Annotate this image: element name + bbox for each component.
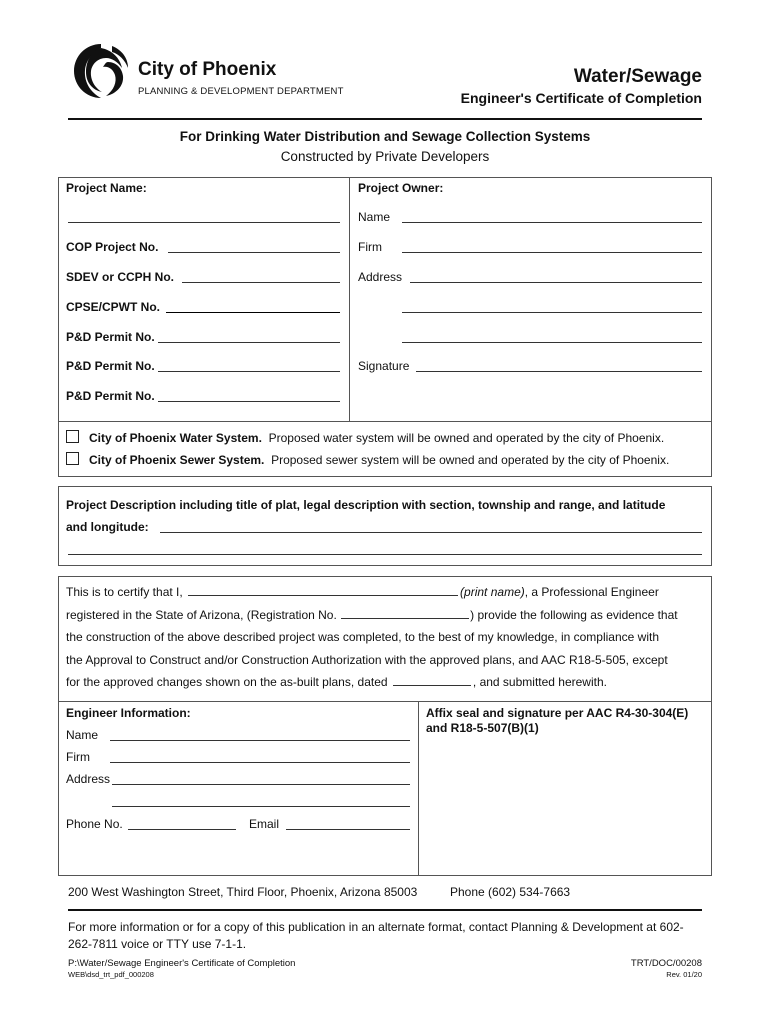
project-name-label: Project Name: (66, 181, 147, 195)
pd-permit-no-label-1: P&D Permit No. (66, 330, 155, 344)
project-owner-label: Project Owner: (358, 181, 444, 195)
certify-line-4: the Approval to Construct and/or Construction Authorization with the approved plans, and AAC R18-5-505, except (66, 653, 668, 667)
registration-no-field[interactable] (341, 618, 469, 619)
pd-permit-no-field-3[interactable] (158, 401, 340, 402)
certify-line-5 (66, 675, 607, 689)
org-name: City of Phoenix (138, 59, 277, 80)
cpse-cpwt-no-field[interactable] (166, 312, 340, 313)
owner-address-field-2[interactable] (402, 312, 702, 313)
city-of-phoenix-logo (68, 40, 134, 102)
water-system-option[interactable] (66, 430, 664, 445)
engineer-firm-label: Firm (66, 750, 90, 764)
sdev-ccph-no-label: SDEV or CCPH No. (66, 270, 175, 284)
asbuilt-date-field[interactable] (393, 685, 471, 686)
owner-name-label: Name (358, 210, 391, 224)
pd-permit-no-field-1[interactable] (158, 342, 340, 343)
sewer-system-text: Proposed sewer system will be owned and operated by the city of Phoenix. (271, 453, 670, 467)
seal-divider (418, 701, 419, 876)
project-box-divider (349, 177, 350, 422)
water-system-text: Proposed water system will be owned and operated by the city of Phoenix. (268, 431, 665, 445)
owner-name-field[interactable] (402, 222, 702, 223)
pd-permit-no-label-2: P&D Permit No. (66, 359, 155, 373)
owner-address-field-1[interactable] (410, 282, 702, 283)
water-system-checkbox[interactable] (66, 430, 79, 443)
certify-text-5b: , and submitted herewith. (472, 675, 607, 689)
cpse-cpwt-no-label: CPSE/CPWT No. (66, 300, 161, 314)
engineer-address-field-2[interactable] (112, 806, 410, 807)
pd-permit-no-label-3: P&D Permit No. (66, 389, 155, 403)
document-number: TRT/DOC/00208 (630, 958, 702, 969)
owner-signature-field[interactable] (416, 371, 702, 372)
project-name-field[interactable] (68, 222, 340, 223)
office-address: 200 West Washington Street, Third Floor, Phoenix, Arizona 85003 (68, 885, 418, 899)
sdev-ccph-no-field[interactable] (182, 282, 340, 283)
print-name-field[interactable] (188, 595, 458, 596)
form-title: Water/Sewage (573, 66, 702, 87)
engineer-name-field[interactable] (110, 740, 410, 741)
cop-project-no-label: COP Project No. (66, 240, 159, 254)
water-system-label: City of Phoenix Water System. (89, 431, 262, 445)
engineer-phone-field[interactable] (128, 829, 236, 830)
engineer-phone-label: Phone No. (66, 817, 123, 831)
print-name-hint: (print name) (460, 585, 525, 599)
certify-line-3: the construction of the above described project was completed, to the best of my knowledge, in compliance with (66, 630, 659, 644)
description-field-1[interactable] (160, 532, 702, 533)
certify-line-1 (66, 585, 659, 599)
seal-instructions (426, 706, 688, 736)
seal-line-2: and R18-5-507(B)(1) (426, 721, 539, 735)
owner-firm-label: Firm (358, 240, 382, 254)
project-box-separator (58, 421, 712, 422)
intro-heading: For Drinking Water Distribution and Sewage Collection Systems (179, 129, 591, 144)
engineer-address-field-1[interactable] (112, 784, 410, 785)
cop-project-no-field[interactable] (168, 252, 340, 253)
web-id: WEB\dsd_trt_pdf_000208 (68, 970, 154, 979)
certify-text-1c: , a Professional Engineer (524, 585, 659, 599)
owner-address-field-3[interactable] (402, 342, 702, 343)
description-label-line1: Project Description including title of plat, legal description with section, township and range, and latitude (66, 498, 666, 512)
sewer-system-label: City of Phoenix Sewer System. (89, 453, 265, 467)
engineer-email-label: Email (249, 817, 280, 831)
sewer-system-option[interactable] (66, 452, 669, 467)
description-label-line2: and longitude: (66, 520, 149, 534)
certify-text-5a: for the approved changes shown on the as-built plans, dated (66, 675, 388, 689)
header-rule (68, 118, 702, 120)
department-name: PLANNING & DEVELOPMENT DEPARTMENT (138, 86, 344, 97)
engineer-name-label: Name (66, 728, 99, 742)
intro-subheading: Constructed by Private Developers (280, 149, 490, 164)
engineer-firm-field[interactable] (110, 762, 410, 763)
certify-text-1a: This is to certify that I, (66, 585, 183, 599)
owner-signature-label: Signature (358, 359, 410, 373)
pd-permit-no-field-2[interactable] (158, 371, 340, 372)
description-field-2[interactable] (68, 554, 702, 555)
certify-text-2b: ) provide the following as evidence that (470, 608, 678, 622)
revision-date: Rev. 01/20 (666, 970, 702, 979)
owner-firm-field[interactable] (402, 252, 702, 253)
office-phone: Phone (602) 534-7663 (450, 885, 571, 899)
engineer-address-label: Address (66, 772, 111, 786)
sewer-system-checkbox[interactable] (66, 452, 79, 465)
engineer-info-heading: Engineer Information: (66, 706, 191, 720)
engineer-email-field[interactable] (286, 829, 410, 830)
certification-separator (58, 701, 712, 702)
certify-text-2a: registered in the State of Arizona, (Registration No. (66, 608, 337, 622)
seal-line-1: Affix seal and signature per AAC R4-30-304(E) (426, 706, 689, 720)
footer-info: For more information or for a copy of this publication in an alternate format, contact Planning & Development at 602-262-7811 voice or TTY use 7-1-1. (68, 920, 684, 951)
owner-address-label: Address (358, 270, 403, 284)
file-path: P:\Water/Sewage Engineer's Certificate of Completion (68, 958, 296, 969)
form-subtitle: Engineer's Certificate of Completion (460, 90, 702, 106)
footer-rule (68, 909, 702, 911)
certify-line-2 (66, 608, 678, 622)
